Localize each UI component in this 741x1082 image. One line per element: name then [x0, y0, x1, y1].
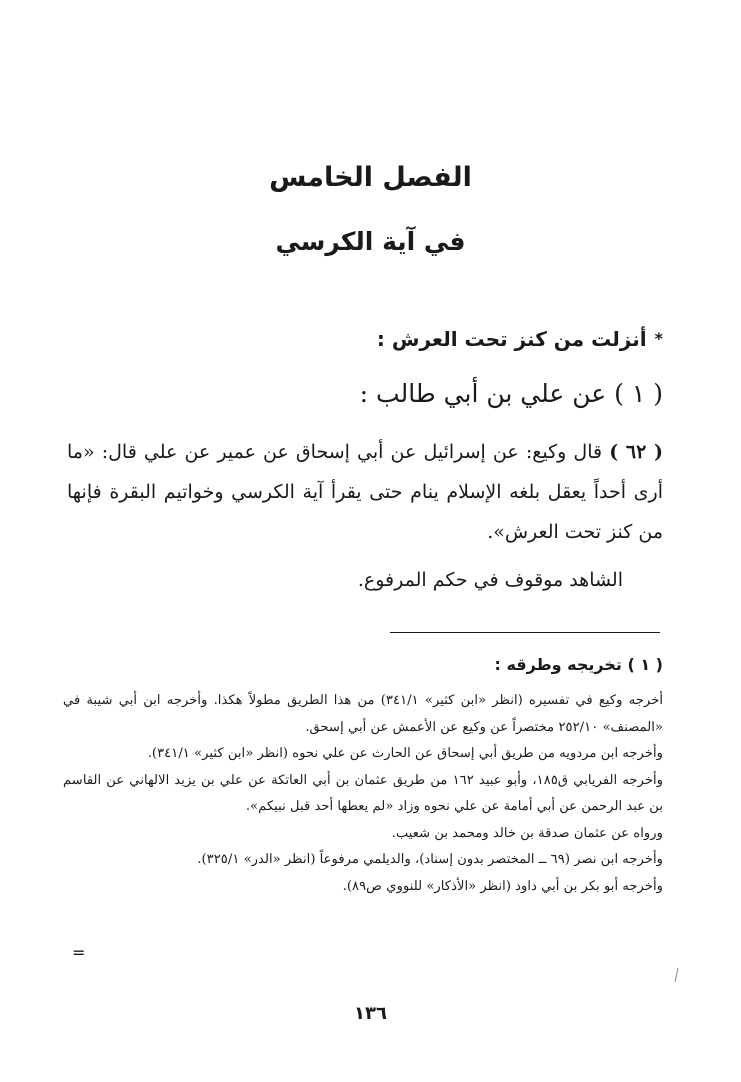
- footnote-line: وأخرجه الفريابي ق١٨٥، وأبو عبيد ١٦٢ من طريق عثمان بن أبي العاتكة عن علي بن يزيد الالهاني عن القاسم بن عبد الرحمن عن أبي أمامة عن علي نحوه وزاد «لم يعطها أحد قبل نبيكم».: [63, 772, 663, 814]
- footnote-line: ورواه عن عثمان صدقة بن خالد ومحمد بن شعيب.: [391, 825, 663, 841]
- footnote-line: وأخرجه أبو بكر بن أبي داود (انظر «الأذكار» للنووي ص٨٩).: [342, 878, 663, 894]
- footnote-divider: [390, 632, 660, 633]
- narrator-heading: ( ١ ) عن علي بن أبي طالب :: [359, 379, 663, 408]
- footnote-line: وأخرجه ابن نصر (٦٩ ــ المختصر بدون إسناد)، والديلمي مرفوعاً (انظر «الدر» ٣٢٥/١).: [197, 852, 663, 867]
- chapter-subtitle: في آية الكرسي: [275, 227, 466, 256]
- section-heading: [377, 322, 663, 356]
- asterisk-icon: *: [654, 329, 663, 348]
- hadith-ruling: الشاهد موقوف في حكم المرفوع.: [357, 569, 623, 591]
- hadith-text: قال وكيع: عن إسرائيل عن أبي إسحاق عن عمير عن علي قال: «ما أرى أحداً يعقل بلغه الإسلام ينام حتى يقرأ آية الكرسي وخواتيم البقرة فإنها من كنز تحت العرش».: [67, 441, 663, 543]
- margin-mark: [675, 968, 679, 982]
- chapter-title: الفصل الخامس: [269, 162, 472, 193]
- footnote-line: وأخرجه ابن مردويه من طريق أبي إسحاق عن الحارث عن علي نحوه (انظر «ابن كثير» ٣٤١/١).: [147, 746, 663, 761]
- takhrij-heading: ( ١ ) تخريجه وطرقه :: [494, 655, 663, 674]
- takhrij-footnotes: [63, 688, 663, 900]
- hadith-number: ( ٦٢ ): [609, 441, 664, 463]
- footnote-line: أخرجه وكيع في تفسيره (انظر «ابن كثير» ٣٤١/١) من هذا الطريق مطولاً هكذا. وأخرجه ابن أبي شيبة في «المصنف» ٢٥٢/١٠ مختصراً عن وكيع عن الأعمش عن أبي إسحق.: [63, 693, 664, 735]
- page-number: ١٣٦: [354, 1003, 387, 1024]
- continuation-mark: =: [72, 943, 86, 962]
- section-heading-text: أنزلت من كنز تحت العرش :: [376, 327, 647, 351]
- hadith-paragraph: [67, 432, 663, 552]
